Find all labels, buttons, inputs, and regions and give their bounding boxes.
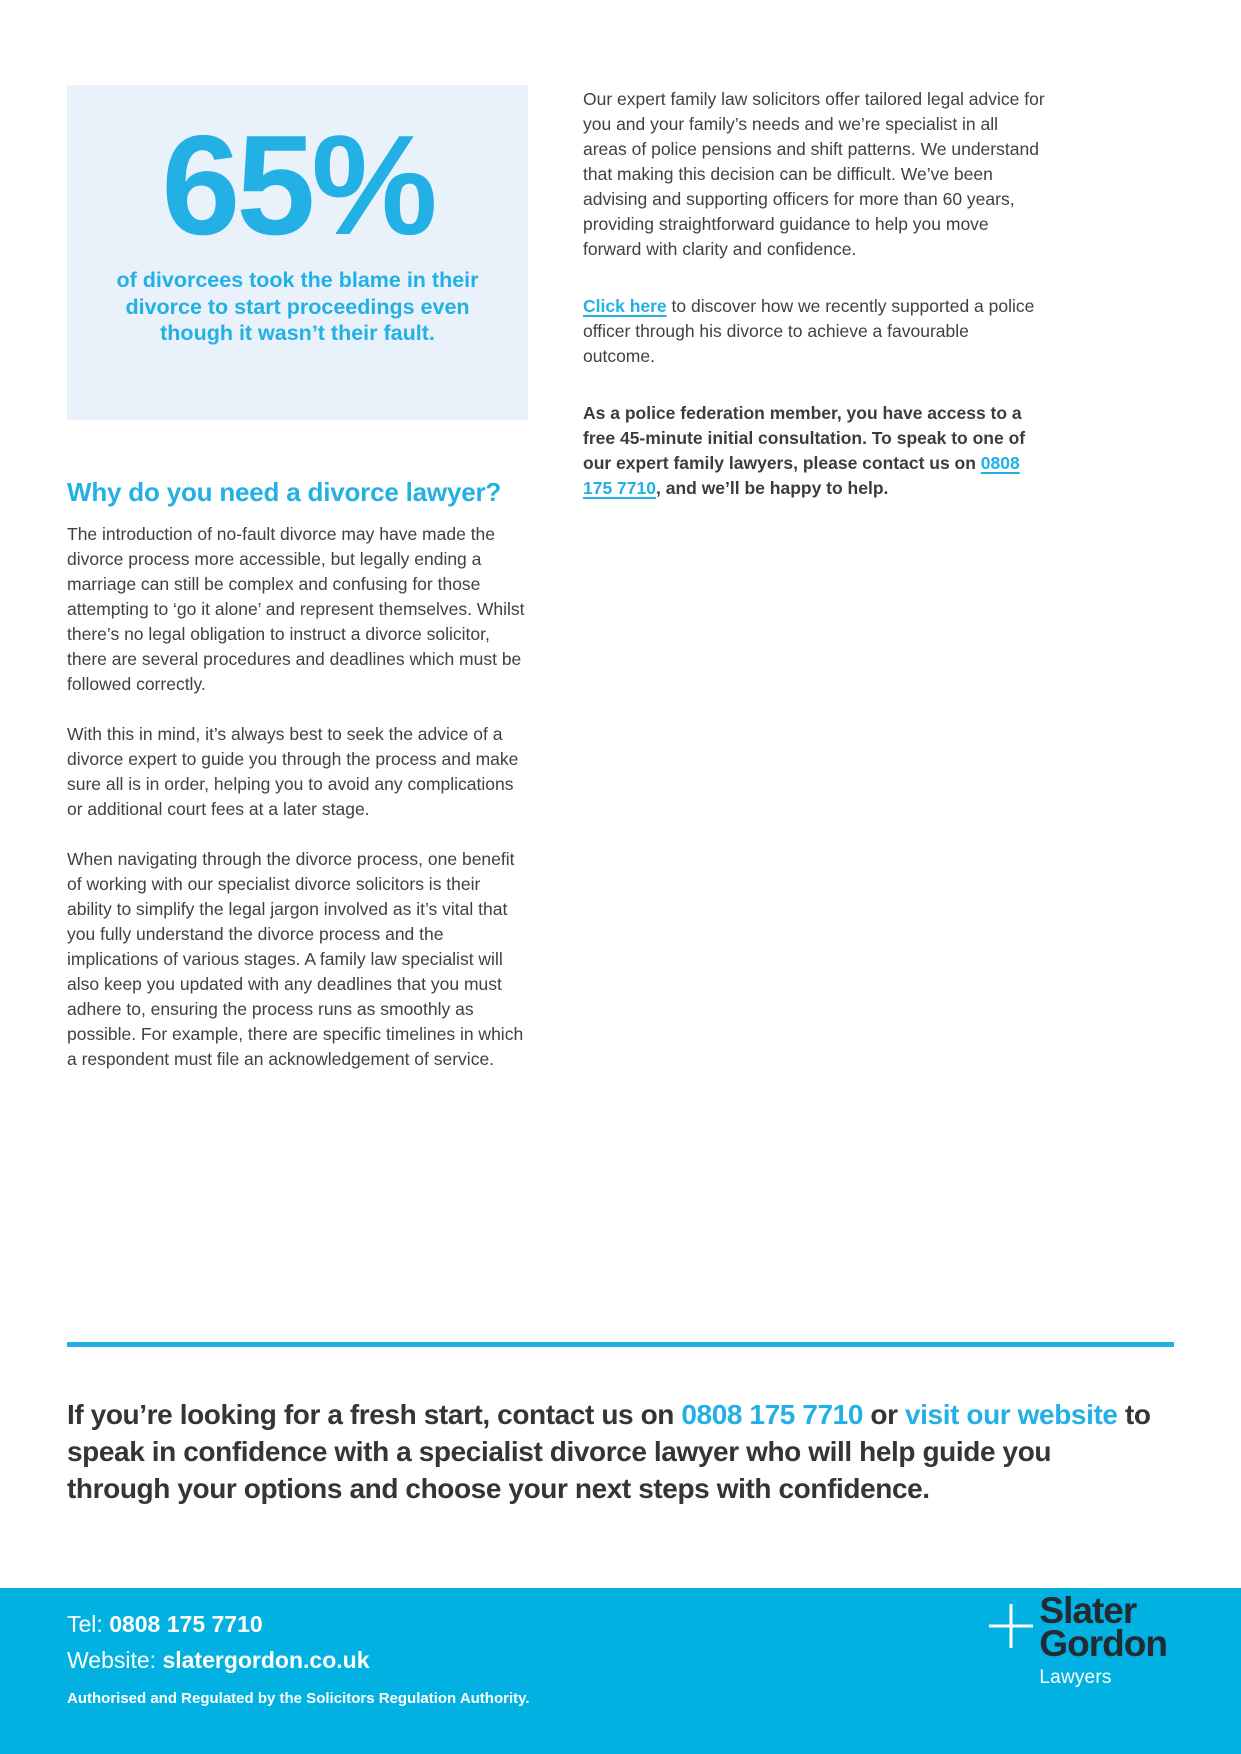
left-column <box>67 85 528 1072</box>
statistic-callout-box <box>67 85 528 420</box>
click-here-link[interactable]: Click here <box>583 296 667 316</box>
right-paragraph-1: Our expert family law solicitors offer tailored legal advice for you and your family’s needs and we’re specialist in all areas of police pensions and shift patterns. We understand that making this decision can be difficult. We’ve been advising and supporting officers for more than 60 years, providing straightforward guidance to help you move forward with clarity and confidence. <box>583 89 1045 259</box>
footer-website-line <box>67 1642 530 1678</box>
right-paragraph-3 <box>583 401 1045 501</box>
section-divider-rule <box>67 1342 1174 1347</box>
slater-gordon-logo <box>989 1590 1167 1689</box>
consultation-text-after: , and we’ll be happy to help. <box>656 478 889 498</box>
cta-text-middle: or <box>863 1399 905 1430</box>
left-paragraph-1: The introduction of no-fault divorce may have made the divorce process more accessible, but legally ending a marriage can still be complex and confusing for those attempting to ‘go it alone’ and represent themselves. Whilst there’s no legal obligation to instruct a divorce solicitor, there are several procedures and deadlines which must be followed correctly. <box>67 524 525 694</box>
left-paragraph-2: With this in mind, it’s always best to seek the advice of a divorce expert to guide you through the process and make sure all is in order, helping you to avoid any complications or additional court fees at a later stage. <box>67 724 519 819</box>
footer-tel-line <box>67 1606 530 1642</box>
cta-text-after: to speak in confidence with a specialist divorce lawyer who will help guide you through your options and choose your next steps with confidence. <box>67 1399 1151 1504</box>
left-paragraph-3: When navigating through the divorce process, one benefit of working with our specialist divorce solicitors is their ability to simplify the legal jargon involved as it’s vital that you fully understand the divorce process and the implications of various stages. A family law specialist will also keep you updated with any deadlines that you must adhere to, ensuring the process runs as smoothly as possible. For example, there are specific timelines in which a respondent must file an acknowledgement of service. <box>67 849 524 1069</box>
footer-bar <box>0 1588 1241 1754</box>
section-heading: Why do you need a divorce lawyer? <box>67 477 502 507</box>
consultation-text-before: As a police federation member, you have access to a free 45-minute initial consultation. To speak to one of our expert family lawyers, please contact us on <box>583 403 1026 473</box>
website-label: Website: <box>67 1647 163 1673</box>
visit-website-link[interactable]: visit our website <box>904 1399 1118 1430</box>
cta-phone-number: 0808 175 7710 <box>681 1399 864 1430</box>
page-body <box>67 85 1174 1072</box>
footer-legal-text: Authorised and Regulated by the Solicitors Regulation Authority. <box>67 1690 530 1707</box>
logo-tagline: Lawyers <box>1039 1667 1112 1688</box>
right-paragraph-2-text: to discover how we recently supported a police officer through his divorce to achieve a favourable outcome. <box>583 296 1035 366</box>
right-column <box>583 85 1045 1072</box>
footer-contacts <box>67 1606 530 1707</box>
tel-label: Tel: <box>67 1611 110 1637</box>
statistic-caption: of divorcees took the blame in their divorce to start proceedings even though it wasn’t their fault. <box>116 268 479 345</box>
tel-value: 0808 175 7710 <box>109 1611 263 1637</box>
statistic-value: 65% <box>161 106 434 265</box>
plus-icon <box>989 1604 1033 1648</box>
logo-name-line2: Gordon <box>1039 1623 1167 1664</box>
logo-text-block <box>1039 1590 1167 1689</box>
logo-name-line1: Slater <box>1039 1590 1137 1631</box>
website-value: slatergordon.co.uk <box>162 1647 370 1673</box>
cta-text-before: If you’re looking for a fresh start, contact us on <box>67 1399 682 1430</box>
right-paragraph-2 <box>583 294 1045 369</box>
phone-number-link[interactable]: 0808 175 7710 <box>583 453 1020 498</box>
cta-banner-text <box>67 1396 1157 1507</box>
